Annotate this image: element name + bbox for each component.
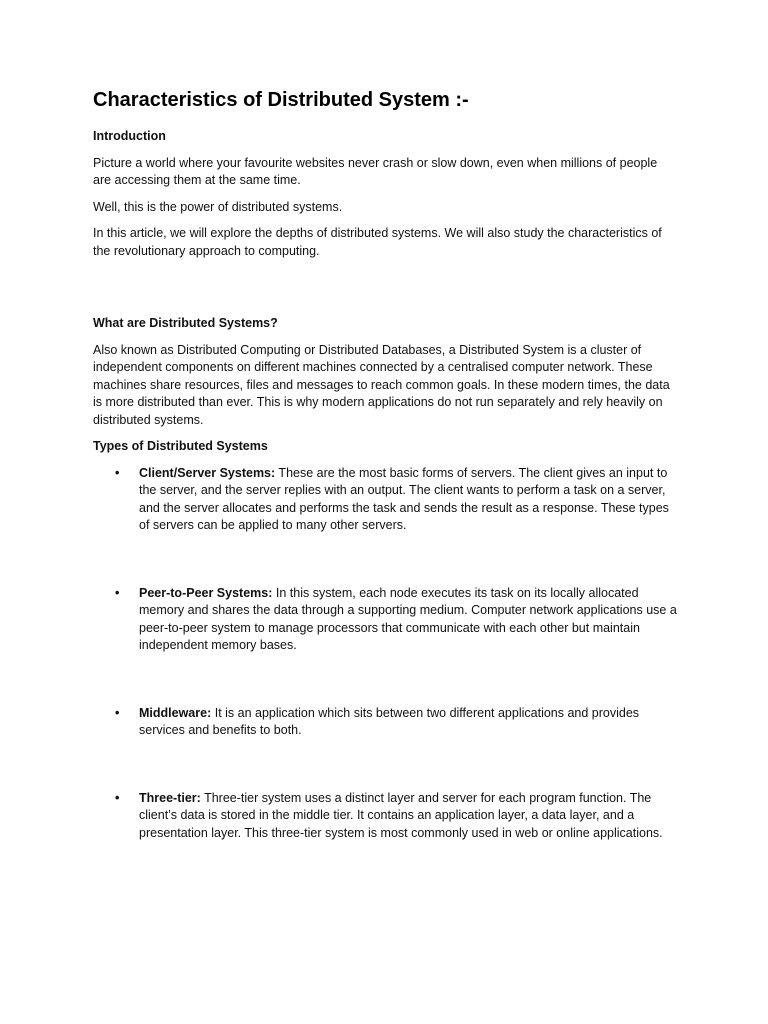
intro-paragraph-3: In this article, we will explore the depths of distributed systems. We will also study the characteristics of the revolutionary approach to computing. [93, 226, 662, 258]
section-spacer [93, 269, 677, 315]
types-list [93, 465, 677, 843]
intro-heading: Introduction [93, 129, 166, 143]
bullet-icon: • [115, 585, 120, 600]
intro-paragraph-1: Picture a world where your favourite websites never crash or slow down, even when millions of people are accessing them at the same time. [93, 155, 658, 187]
what-paragraph: Also known as Distributed Computing or Distributed Databases, a Distributed System is a cluster of independent components on different machines connected by a centralised computer network. These machines share resources, files and messages to reach common goals. In these modern times, the data is more distributed than ever. This is why modern applications do not run separately and rely heavily on distributed systems. [93, 342, 670, 427]
list-item [93, 465, 677, 535]
list-gap [93, 740, 677, 790]
list-item-term: Three-tier: [139, 790, 201, 805]
intro-paragraph-2: Well, this is the power of distributed systems. [93, 199, 343, 214]
list-item [93, 585, 677, 655]
document-title: Characteristics of Distributed System :- [93, 89, 469, 111]
bullet-icon: • [115, 465, 120, 480]
list-item-text: In this system, each node executes its task on its locally allocated memory and shares the data through a supporting medium. Computer network applications use a peer-to-peer system to manage processors that communicate with each other but maintain independent memory bases. [139, 585, 677, 652]
list-gap [93, 655, 677, 705]
list-item-text: It is an application which sits between two different applications and provides services and benefits to both. [139, 705, 640, 737]
list-item [93, 705, 677, 740]
document-page [93, 86, 677, 842]
list-item-term: Client/Server Systems: [139, 465, 276, 480]
what-heading: What are Distributed Systems? [93, 316, 278, 330]
list-item-text: These are the most basic forms of servers. The client gives an input to the server, and the server replies with an output. The client wants to perform a task on a server, and the server allocates and performs the task and sends the result as a response. These types of servers can be applied to many other servers. [139, 465, 669, 532]
list-item-text: Three-tier system uses a distinct layer and server for each program function. The client’s data is stored in the middle tier. It contains an application layer, a data layer, and a presentation layer. This three-tier system is most commonly used in web or online applications. [139, 790, 663, 840]
list-item-term: Peer-to-Peer Systems: [139, 585, 273, 600]
types-heading: Types of Distributed Systems [93, 439, 268, 453]
list-gap [93, 535, 677, 585]
bullet-icon: • [115, 705, 120, 720]
bullet-icon: • [115, 790, 120, 805]
list-item-term: Middleware: [139, 705, 212, 720]
list-item [93, 790, 677, 843]
